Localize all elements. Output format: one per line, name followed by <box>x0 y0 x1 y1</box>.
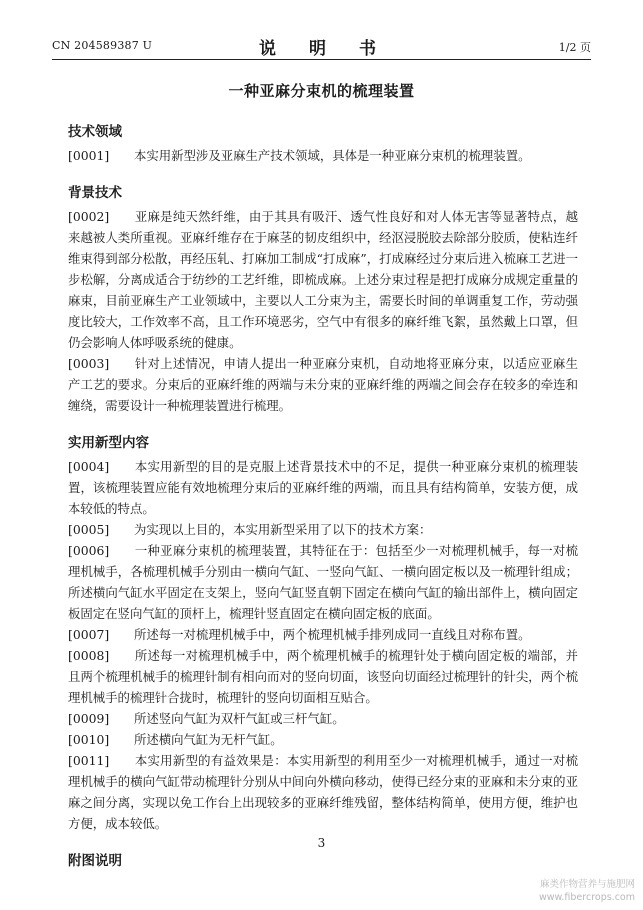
paragraph-0007: [0007] 所述每一对梳理机械手中，两个梳理机械手排列成同一直线且对称布置。 <box>68 627 531 642</box>
section-heading-tech-field: 技术领域 <box>68 124 122 140</box>
paragraph-0011: [0011] 本实用新型的有益效果是：本实用新型的利用至少一对梳理机械手，通过一对梳理机械手的横向气缸带动梳理针分别从中间向外横向移动，使得已经分束的亚麻和未分束的亚麻之间分离，实现以免工作台上出现较多的亚麻纤维残留，整体结构简单，使用方便，维护也方便，成本较低。 <box>68 753 578 831</box>
section-heading-content: 实用新型内容 <box>68 435 149 451</box>
page-number: 3 <box>317 836 326 850</box>
watermark <box>539 878 635 904</box>
paragraph-0010: [0010] 所述横向气缸为无杆气缸。 <box>68 732 283 747</box>
paragraph-0006: [0006] 一种亚麻分束机的梳理装置，其特征在于：包括至少一对梳理机械手，每一对梳理机械手，各梳理机械手分别由一横向气缸、一竖向气缸、一横向固定板以及一梳理针组成；所述横向气缸水平固定在支架上，竖向气缸竖直朝下固定在横向气缸的输出部件上，横向固定板固定在竖向气缸的顶杆上，梳理针竖直固定在横向固定板的底面。 <box>68 543 578 621</box>
page-info: 1/2 页 <box>558 41 591 54</box>
header-divider <box>52 59 591 60</box>
document-body <box>68 122 578 874</box>
paragraph-0004: [0004] 本实用新型的目的是克服上述背景技术中的不足，提供一种亚麻分束机的梳理装置，该梳理装置应能有效地梳理分束后的亚麻纤维的两端，而且具有结构简单，安装方便，成本较低的特点。 <box>68 459 578 516</box>
patent-number: CN 204589387 U <box>52 39 153 52</box>
section-heading-background: 背景技术 <box>68 185 122 201</box>
paragraph-0005: [0005] 为实现以上目的，本实用新型采用了以下的技术方案： <box>68 522 432 537</box>
paragraph-0003: [0003] 针对上述情况，申请人提出一种亚麻分束机，自动地将亚麻分束，以适应亚麻生产工艺的要求。分束后的亚麻纤维的两端与未分束的亚麻纤维的两端之间会存在较多的牵连和缠绕，需要设计一种梳理装置进行梳理。 <box>68 356 578 413</box>
paragraph-0002: [0002] 亚麻是纯天然纤维，由于其具有吸汗、透气性良好和对人体无害等显著特点，越来越被人类所重视。亚麻纤维存在于麻茎的韧皮组织中，经沤浸脱胶去除部分胶质，使粘连纤维束得到部分松散，再经压轧、打麻加工制成“打成麻”，打成麻经过分束后进入梳麻工艺进一步松解，分离成适合于纺纱的工艺纤维，即梳成麻。上述分束过程是把打成麻分成规定重量的麻束，目前亚麻生产工业领域中，主要以人工分束为主，需要长时间的单调重复工作，劳动强度比较大，工作效率不高，且工作环境恶劣，空气中有很多的麻纤维飞絮，虽然戴上口罩，但仍会影响人体呼吸系统的健康。 <box>68 209 578 350</box>
document-type: 说 明 书 <box>259 39 384 59</box>
document-title: 一种亚麻分束机的梳理装置 <box>228 82 415 100</box>
watermark-line-1: 麻类作物营养与施肥网 <box>539 879 635 890</box>
paragraph-0001: [0001] 本实用新型涉及亚麻生产技术领域，具体是一种亚麻分束机的梳理装置。 <box>68 148 531 163</box>
paragraph-0009: [0009] 所述竖向气缸为双杆气缸或三杆气缸。 <box>68 711 345 726</box>
watermark-line-2: www.fibercrops.com <box>538 892 635 903</box>
page-header <box>52 34 591 59</box>
section-heading-figures: 附图说明 <box>68 853 122 869</box>
paragraph-0008: [0008] 所述每一对梳理机械手中，两个梳理机械手的梳理针处于横向固定板的端部，并且两个梳理机械手的梳理针制有相向而对的竖向切面，该竖向切面经过梳理针的针尖，两个梳理机械手的梳理针合拢时，梳理针的竖向切面相互贴合。 <box>68 648 578 705</box>
